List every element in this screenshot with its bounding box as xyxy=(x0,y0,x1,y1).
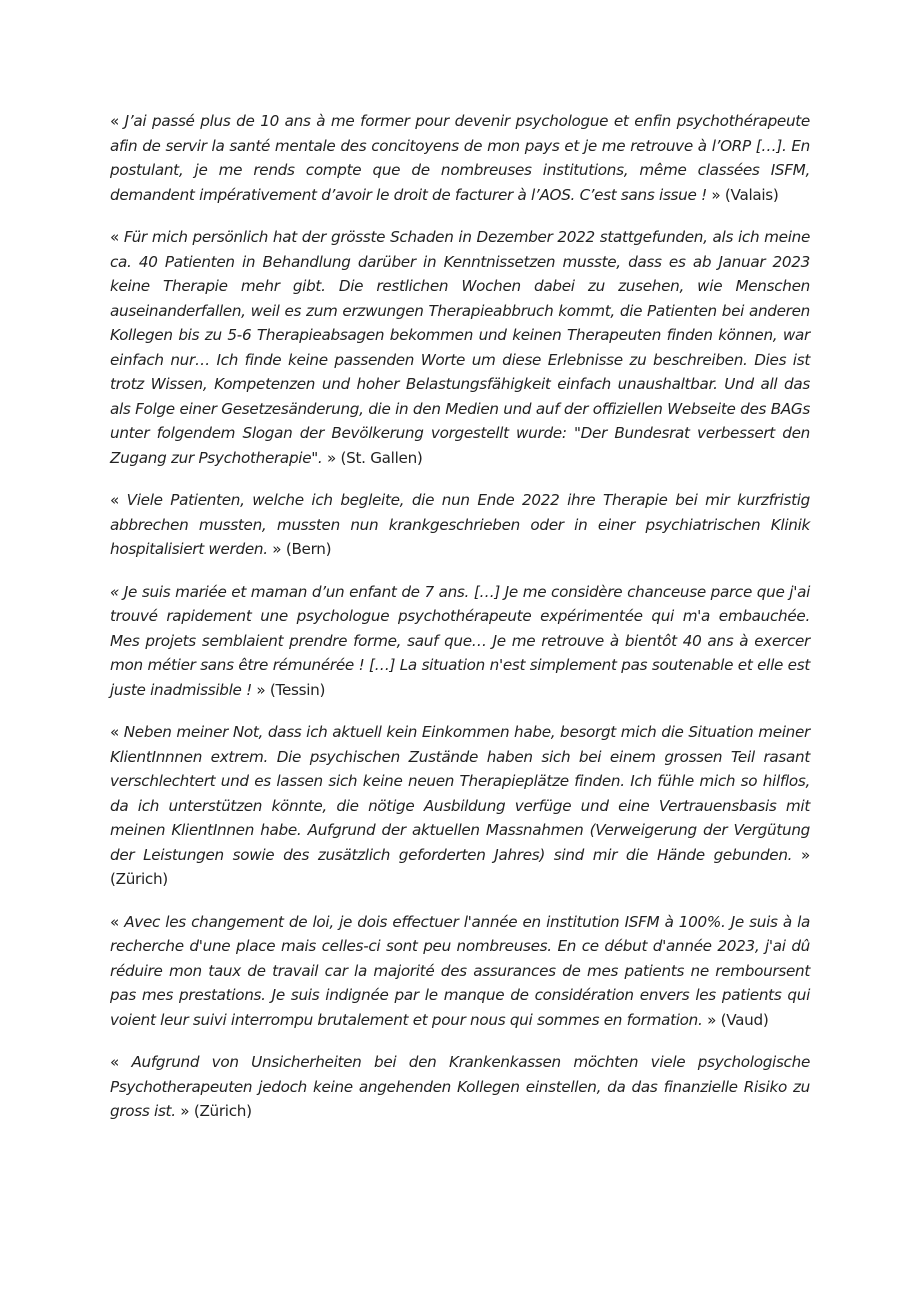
quote-close-mark: » xyxy=(322,448,341,467)
quote-origin: (Tessin) xyxy=(269,680,326,699)
testimonial-quote xyxy=(110,1050,810,1124)
testimonial-quote xyxy=(110,580,810,703)
document-page xyxy=(110,109,810,1142)
quote-close-mark: » xyxy=(706,185,725,204)
quote-text: Viele Patienten, welche ich begleite, die nun Ende 2022 ihre Therapie bei mir kurzfristig abbrechen mussten, mussten nun krankgeschrieben oder in einer psychiatrischen Klinik hospitalisiert werden. xyxy=(110,491,811,558)
quote-origin: (Bern) xyxy=(285,540,332,558)
quote-open-mark: « xyxy=(110,491,127,509)
quote-text: J’ai passé plus de 10 ans à me former pour devenir psychologue et enfin psychothérapeute afin de servir la santé mentale des concitoyens de mon pays et je me retrouve à l’ORP […]. En postulant, je me rends compte que de nombreuses institutions, même classées ISFM, demandent impérativement d’avoir le droit de facturer à l’AOS. C’est sans issue ! xyxy=(110,112,810,204)
testimonial-quote xyxy=(110,720,810,892)
quote-text: Avec les changement de loi, je dois effectuer l'année en institution ISFM à 100%. Je suis à la recherche d'une place mais celles-ci sont peu nombreuses. En ce début d'année 2023, j'ai dû réduire mon taux de travail car la majorité des assurances de mes patients ne remboursent pas mes prestations. Je suis indignée par le manque de considération envers les patients qui voient leur suivi interrompu brutalement et pour nous qui sommes en formation. xyxy=(110,912,811,1029)
quote-open-mark: « xyxy=(110,912,125,931)
quote-close-mark: » xyxy=(702,1010,721,1029)
quote-open-mark: « xyxy=(110,112,125,130)
quote-open-mark: « xyxy=(110,723,124,741)
quote-origin: (St. Gallen) xyxy=(340,448,423,467)
quote-text: Je suis mariée et maman d’un enfant de 7 ans. […] Je me considère chanceuse parce que j'ai trouvé rapidement une psychologue psychothérapeute expérimentée qui m'a embauchée. Mes projets semblaient prendre forme, sauf que… Je me retrouve à bientôt 40 ans à exercer mon métier sans être rémunérée ! […] La situation n'est simplement pas soutenable et elle est juste inadmissible ! xyxy=(110,582,810,699)
quote-close-mark: » xyxy=(251,680,270,699)
testimonial-quote xyxy=(110,225,810,470)
quote-open-mark: « xyxy=(110,228,124,246)
quote-close-mark: » xyxy=(175,1102,194,1120)
testimonial-quote xyxy=(110,488,810,562)
quote-open-mark: « xyxy=(110,1053,132,1071)
quote-open-mark: « xyxy=(110,582,124,601)
quote-text: Für mich persönlich hat der grösste Schaden in Dezember 2022 stattgefunden, als ich meine ca. 40 Patienten in Behandlung darüber in Kenntnissetzen musste, dass es ab Januar 2023 keine Therapie mehr gibt. Die restlichen Wochen dabei zu zusehen, wie Menschen auseinanderfallen, weil es zum erzwungen Therapieabbruch kommt, die Patienten bei anderen Kollegen bis zu 5-6 Therapieabsagen bekommen und keinen Therapeuten finden können, war einfach nur… Ich finde keine passenden Worte um diese Erlebnisse zu beschreiben. Dies ist trotz Wissen, Kompetenzen und hoher Belastungsfähigkeit einfach unaushaltbar. Und all das als Folge einer Gesetzesänderung, die in den Medien und auf der offiziellen Webseite des BAGs unter folgendem Slogan der Bevölkerung vorgestellt wurde: "Der Bundesrat verbessert den Zugang zur Psychotherapie". xyxy=(110,228,810,467)
testimonial-quote xyxy=(110,910,810,1033)
quote-text: Neben meiner Not, dass ich aktuell kein Einkommen habe, besorgt mich die Situation meiner KlientInnnen extrem. Die psychischen Zustände haben sich bei einem grossen Teil rasant verschlechtert und es lassen sich keine neuen Therapieplätze finden. Ich fühle mich so hilflos, da ich unterstützen könnte, die nötige Ausbildung verfüge und eine Vertrauensbasis mit meinen KlientInnen habe. Aufgrund der aktuellen Massnahmen (Verweigerung der Vergütung der Leistungen sowie des zusätzlich geforderten Jahres) sind mir die Hände gebunden. xyxy=(110,723,810,864)
quote-close-mark: » xyxy=(792,845,810,864)
quote-text: Aufgrund von Unsicherheiten bei den Krankenkassen möchten viele psychologische Psychotherapeuten jedoch keine angehenden Kollegen einstellen, da das finanzielle Risiko zu gross ist. xyxy=(110,1053,810,1120)
quote-origin: (Zürich) xyxy=(110,870,168,888)
quote-close-mark: » xyxy=(267,540,286,558)
quote-origin: (Vaud) xyxy=(720,1010,769,1029)
testimonial-quote xyxy=(110,109,810,207)
quote-origin: (Valais) xyxy=(724,185,779,204)
quote-origin: (Zürich) xyxy=(193,1102,252,1120)
